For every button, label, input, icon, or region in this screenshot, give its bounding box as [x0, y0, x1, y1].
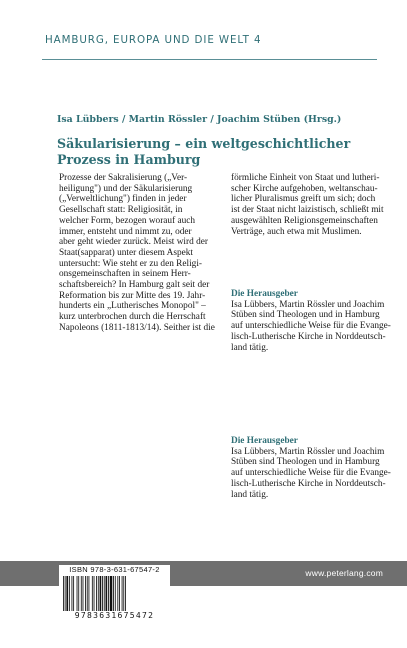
- editors-text: Isa Lübbers, Martin Rössler und Joachim Stüben sind Theologen und in Hamburg auf unterschiedliche Weise für die Evange- lisch-Lutherische Kirche in Norddeutsch- land tätig.: [231, 299, 391, 353]
- editors-line: Isa Lübbers / Martin Rössler / Joachim Stüben (Hrsg.): [57, 114, 342, 125]
- editors-heading-repeat: Die Herausgeber: [231, 436, 298, 446]
- barcode-bar: [77, 576, 78, 611]
- barcode-bar: [72, 576, 73, 611]
- book-title: Säkularisierung – ein weltgeschichtlicher Prozess in Hamburg: [57, 136, 351, 167]
- barcode-bar: [108, 576, 109, 611]
- barcode-bar: [119, 576, 120, 611]
- barcode-bars: [63, 576, 166, 611]
- isbn-label: ISBN 978-3-631-67547-2: [69, 565, 160, 574]
- header-rule: [42, 59, 377, 60]
- barcode-bar: [94, 576, 95, 611]
- description-left-column: Prozesse der Sakralisierung („Ver- heiligung") und der Säkularisierung („Verweltlichung") finden in jeder Gesellschaft statt: Religiosität, in welcher Form, bezogen worauf auch immer, entsteht und nimmt zu, oder aber geht wieder zurück. Meist wird der Staat(sapparat) unter diesem Aspekt untersucht: Wie steht er zu den Religi- onsgemeinschaften in seinem Herr- schaftsbereich? In Hamburg galt seit der Reformation bis zur Mitte des 19. Jahr- hunderts ein „Lutherisches Monopol" – kurz unterbrochen durch die Herrschaft Napoleons (1811-1813/14). Seither ist die: [59, 173, 215, 333]
- description-right-column: förmliche Einheit von Staat und lutheri- scher Kirche aufgehoben, weltanschau- licher Pluralismus greift um sich; doch ist der Staat nicht laizistisch, schließt mit ausgewählten Religionsgemeinschaften Verträge, auch etwa mit Muslimen.: [231, 173, 384, 237]
- barcode-bar: [98, 576, 99, 611]
- barcode-bar: [63, 576, 64, 611]
- barcode-bar: [113, 576, 114, 611]
- barcode-bar: [81, 576, 82, 611]
- barcode-bar: [83, 576, 84, 611]
- editors-text-repeat: Isa Lübbers, Martin Rössler und Joachim Stüben sind Theologen und in Hamburg auf unterschiedliche Weise für die Evange- lisch-Lutherische Kirche in Norddeutsch- land tätig.: [231, 446, 391, 500]
- barcode-bar: [125, 576, 126, 611]
- publisher-url[interactable]: www.peterlang.com: [305, 568, 383, 578]
- barcode-bar: [87, 576, 88, 611]
- barcode-bar: [110, 576, 113, 611]
- editors-heading: Die Herausgeber: [231, 289, 298, 299]
- barcode-bar: [102, 576, 103, 611]
- barcode-bar: [96, 576, 97, 611]
- editors-section-repeat: [231, 436, 401, 500]
- barcode-bar: [117, 576, 118, 611]
- barcode-bar: [85, 576, 86, 611]
- barcode-digits: 9783631675472: [74, 611, 155, 620]
- editors-section: [231, 289, 401, 353]
- barcode-bar: [73, 576, 74, 611]
- barcode-bar: [104, 576, 105, 611]
- barcode-bar: [65, 576, 66, 611]
- barcode-bar: [122, 576, 123, 611]
- barcode-bar: [106, 576, 108, 611]
- barcode-bar: [100, 576, 102, 611]
- isbn-barcode: [59, 565, 170, 622]
- barcode-bar: [69, 576, 70, 611]
- barcode-bar: [92, 576, 93, 611]
- barcode-bar: [78, 576, 79, 611]
- barcode-bar: [66, 576, 68, 611]
- barcode-bar: [89, 576, 90, 611]
- barcode-bar: [123, 576, 124, 611]
- series-title: HAMBURG, EUROPA UND DIE WELT 4: [45, 34, 262, 46]
- barcode-bar: [115, 576, 116, 611]
